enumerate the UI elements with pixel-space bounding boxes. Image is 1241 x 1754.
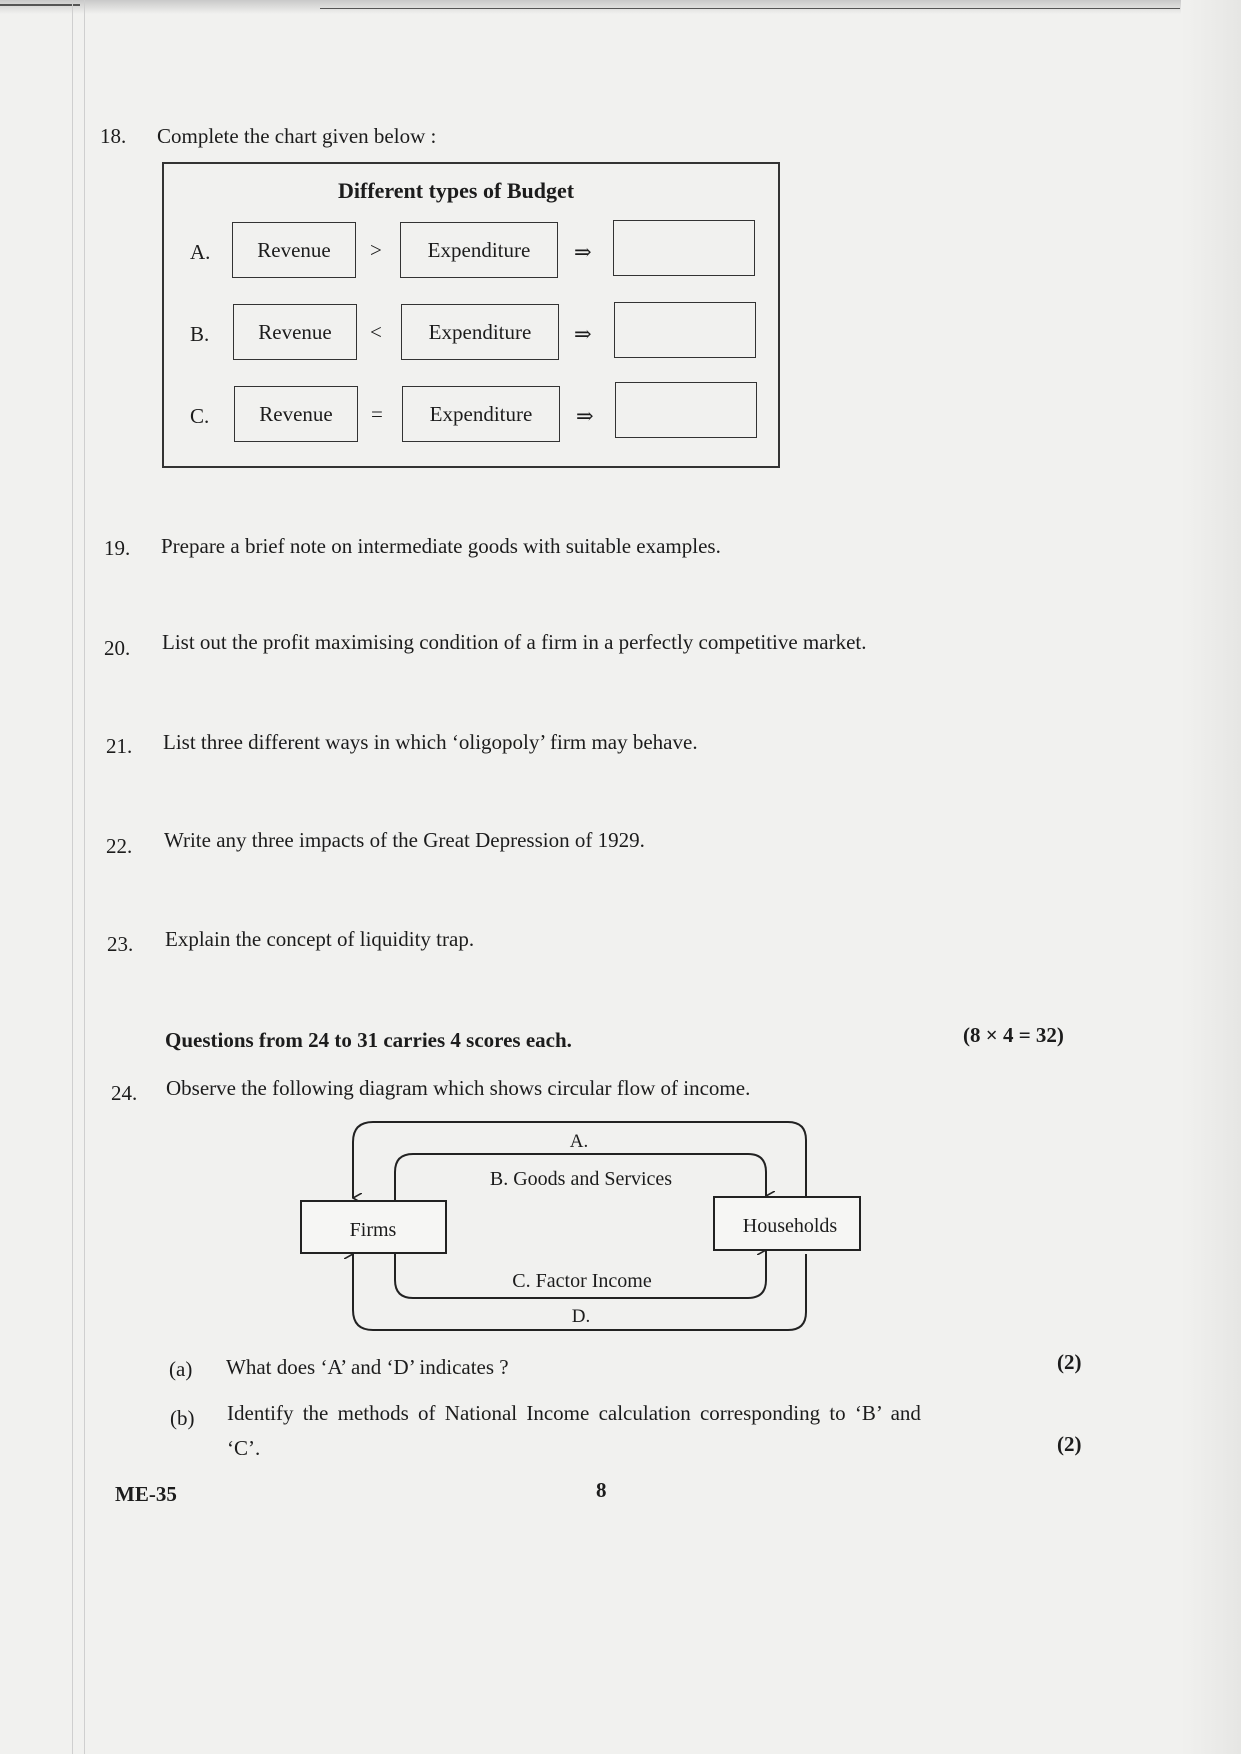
row-c-revenue: Revenue: [234, 386, 358, 442]
q24-part-b-text-line1: Identify the methods of National Income calculation corresponding to ‘B’ and: [227, 1401, 921, 1425]
q24-part-a-score: (2): [1057, 1350, 1082, 1374]
question-20-number: 20.: [104, 636, 131, 660]
row-b-revenue: Revenue: [233, 304, 357, 360]
question-19-text: Prepare a brief note on intermediate goods with suitable examples.: [161, 534, 721, 558]
q24-part-a-label: (a): [169, 1357, 193, 1381]
flow-label-a: A.: [569, 1131, 589, 1152]
households-label: Households: [742, 1215, 838, 1237]
row-a-label: A.: [190, 240, 211, 264]
q24-part-b-label: (b): [170, 1406, 195, 1430]
row-c-operator: =: [371, 402, 383, 426]
question-18-number: 18.: [100, 124, 127, 148]
firms-label: Firms: [349, 1219, 397, 1241]
q24-part-b-text-line2: ‘C’.: [227, 1436, 261, 1460]
row-a-arrow: ⇒: [574, 240, 592, 264]
row-b-expenditure: Expenditure: [401, 304, 559, 360]
section-heading: Questions from 24 to 31 carries 4 scores each.: [165, 1028, 572, 1052]
flow-label-b: B. Goods and Services: [489, 1168, 673, 1190]
row-b-operator: <: [370, 320, 382, 344]
row-c-arrow: ⇒: [576, 404, 594, 428]
question-22-text: Write any three impacts of the Great Depression of 1929.: [164, 828, 645, 852]
budget-chart-title: Different types of Budget: [338, 178, 575, 203]
question-18-text: Complete the chart given below :: [157, 124, 437, 148]
question-19-number: 19.: [104, 536, 131, 560]
question-23-number: 23.: [107, 932, 134, 956]
question-21-text: List three different ways in which ‘oligopoly’ firm may behave.: [163, 730, 698, 754]
row-c-expenditure: Expenditure: [402, 386, 560, 442]
question-21-number: 21.: [106, 734, 133, 758]
question-20-text: List out the profit maximising condition of a firm in a perfectly competitive market.: [162, 630, 867, 654]
question-22-number: 22.: [106, 834, 133, 858]
flow-label-d: D.: [571, 1306, 591, 1327]
question-23-text: Explain the concept of liquidity trap.: [165, 927, 475, 951]
q24-part-b-score: (2): [1057, 1432, 1082, 1456]
row-a-revenue: Revenue: [232, 222, 356, 278]
row-a-operator: >: [370, 238, 382, 262]
q24-part-a-text: What does ‘A’ and ‘D’ indicates ?: [226, 1355, 509, 1379]
section-marks: (8 × 4 = 32): [963, 1023, 1064, 1047]
question-24-number: 24.: [111, 1081, 138, 1105]
row-b-arrow: ⇒: [574, 322, 592, 346]
question-24-text: Observe the following diagram which shows circular flow of income.: [166, 1076, 751, 1100]
row-a-expenditure: Expenditure: [400, 222, 558, 278]
flow-label-c: C. Factor Income: [512, 1270, 652, 1292]
footer-exam-code: ME-35: [115, 1482, 177, 1506]
footer-page-number: 8: [596, 1478, 607, 1502]
row-c-label: C.: [190, 404, 210, 428]
row-b-label: B.: [190, 322, 210, 346]
